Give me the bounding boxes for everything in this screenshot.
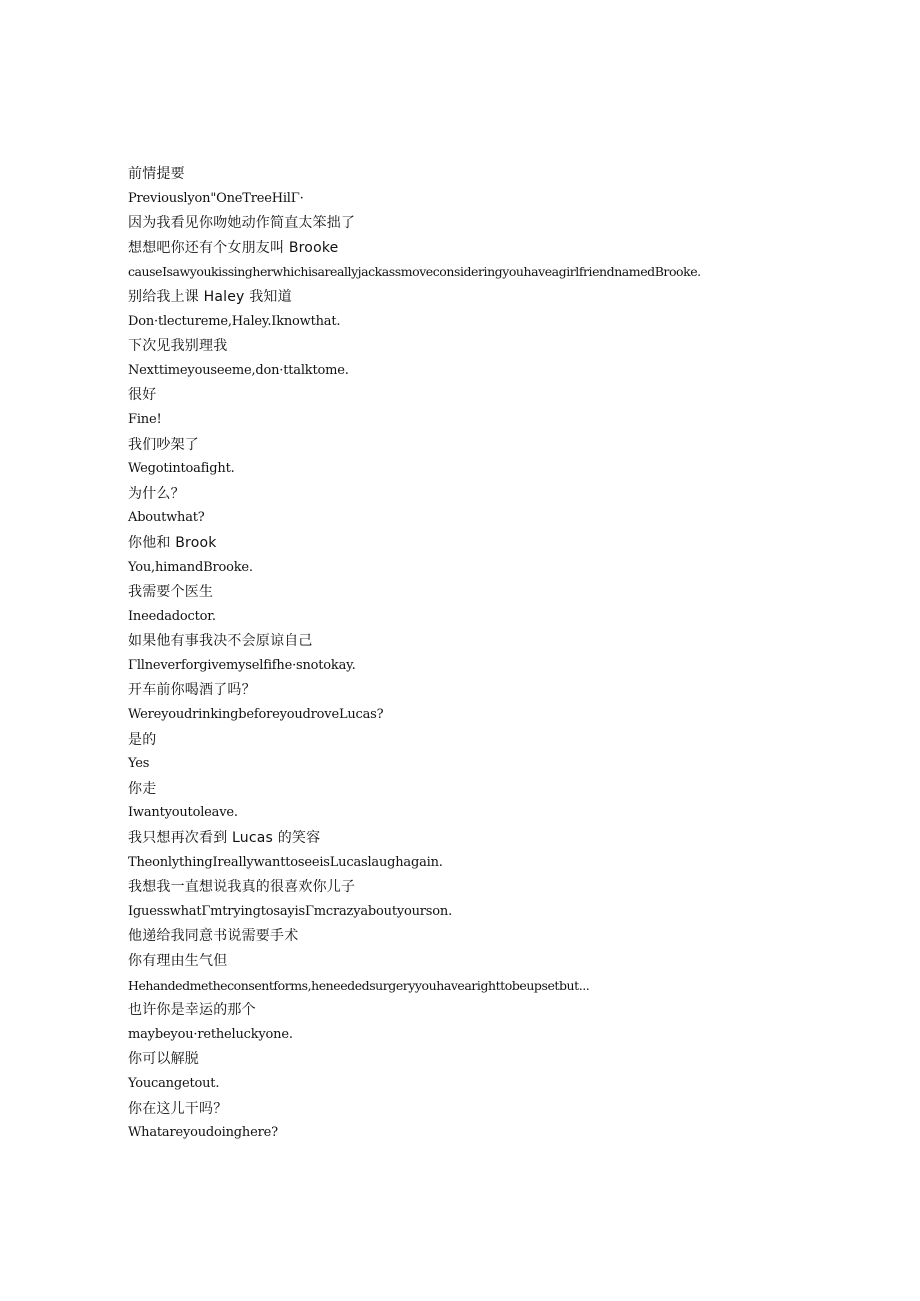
line-en-12: Wegotintoafight. (128, 461, 235, 477)
line-en-30: IguesswhatΓmtryingtosayisΓmcrazyaboutyourson. (128, 903, 453, 919)
line-zh-21: 开车前你喝酒了吗？ (128, 682, 256, 699)
line-zh-17: 我需要个医生 (128, 584, 214, 601)
line-zh-2: 因为我看见你吻她动作简直太笨拙了 (128, 215, 356, 232)
line-zh-23: 是的 (128, 731, 157, 748)
line-zh-34: 也许你是幸运的那个 (128, 1002, 256, 1019)
line-zh-5: 别给我上课 Haley 我知道 (128, 288, 292, 305)
line-zh-7: 下次见我别理我 (128, 338, 228, 355)
line-zh-19: 如果他有事我决不会原谅自己 (128, 633, 313, 650)
line-en-1: Previouslyon"OneTreeHilΓ· (128, 190, 304, 206)
line-en-39: Whatareyoudoinghere? (128, 1125, 278, 1141)
line-en-6: Don·tlectureme,Haley.Iknowthat. (128, 313, 341, 329)
line-en-18: Ineedadoctor. (128, 608, 216, 624)
line-en-8: Nexttimeyouseeme,don·ttalktome. (128, 362, 349, 378)
line-zh-36: 你可以解脱 (128, 1051, 199, 1068)
line-zh-32: 你有理由生气但 (128, 953, 228, 969)
line-en-33: Hehandedmetheconsentforms,heneededsurgeryyouhavearighttobeupsetbut... (128, 977, 590, 993)
line-en-37: Youcangetout. (128, 1075, 220, 1091)
line-en-22: WereyoudrinkingbeforeyoudroveLucas? (128, 707, 384, 723)
line-zh-15: 你他和 Brook (128, 534, 217, 551)
line-en-26: Iwantyoutoleave. (128, 805, 238, 821)
line-en-4: causeIsawyoukissingherwhichisareallyjackassmoveconsideringyouhaveagirlfriendnamedBrooke. (128, 264, 701, 280)
line-zh-25: 你走 (128, 780, 157, 797)
line-zh-0: 前情提要 (128, 166, 185, 182)
line-en-16: You,himandBrooke. (128, 559, 253, 575)
transcript-body (128, 162, 908, 1146)
line-zh-9: 很好 (128, 387, 157, 404)
line-en-28: TheonlythingIreallywanttoseeisLucaslaughagain. (128, 854, 443, 870)
line-zh-13: 为什么？ (128, 485, 185, 502)
line-zh-3: 想想吧你还有个女朋友叫 Brooke (128, 239, 339, 256)
line-en-14: Aboutwhat? (128, 510, 205, 526)
line-zh-31: 他递给我同意书说需要手术 (128, 928, 299, 945)
line-zh-27: 我只想再次看到 Lucas 的笑容 (128, 830, 321, 847)
line-en-10: Fine! (128, 411, 162, 427)
line-zh-11: 我们吵架了 (128, 436, 199, 453)
line-en-24: Yes (128, 756, 150, 772)
line-zh-29: 我想我一直想说我真的很喜欢你儿子 (128, 879, 356, 896)
line-en-20: Γllneverforgivemyselfifhe·snotokay. (128, 657, 356, 673)
line-zh-38: 你在这儿干吗？ (128, 1100, 228, 1117)
line-en-35: maybeyou·retheluckyone. (128, 1026, 293, 1042)
